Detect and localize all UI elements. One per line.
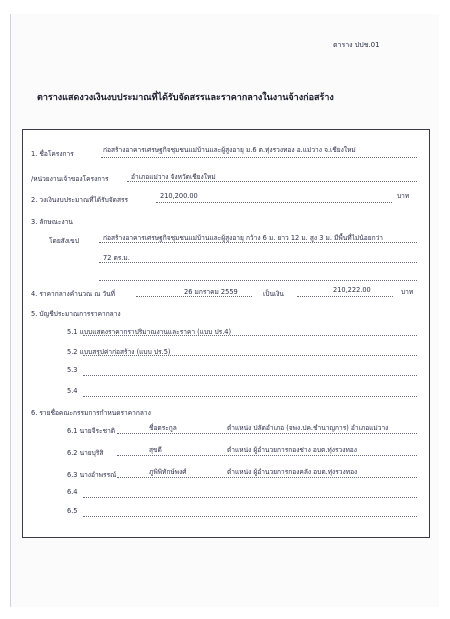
summary-value-2: 72 ตร.ม. bbox=[103, 254, 130, 262]
project-line bbox=[101, 157, 417, 158]
budget-label: 2. วงเงินงบประมาณที่ได้รับจัดสรร bbox=[31, 196, 129, 204]
summary-label: โดยสังเขป bbox=[49, 237, 79, 245]
committee-member-1-surname: ชื่อตระกูล bbox=[149, 424, 177, 432]
committee-member-2-position: ตำแหน่ง ผู้อำนวยการกองช่าง อบต.ทุ่งรวงทอง bbox=[227, 446, 357, 454]
committee-member-1-name: 6.1 นายจีระชาติ bbox=[67, 427, 116, 435]
summary-value-1: ก่อสร้างอาคารเศรษฐกิจชุมชนแม่บ้านและผู้สูงอายุ กว้าง 6 ม. ยาว 12 ม. สูง 3 ม. มีพื้นที่ไม่น้อยกว่า bbox=[103, 234, 383, 242]
agency-value: อำเภอแม่วาง จังหวัดเชียงใหม่ bbox=[131, 173, 216, 181]
boq-label: 5. บัญชีประมาณการราคากลาง bbox=[31, 310, 121, 318]
budget-line bbox=[156, 202, 392, 203]
committee-member-3-surname: ภูพิพิทักษ์พงศ์ bbox=[149, 468, 187, 476]
committee-line-2 bbox=[117, 455, 417, 456]
committee-member-2-name: 6.2 นายบุริสิ bbox=[67, 449, 104, 457]
document-page bbox=[10, 14, 439, 607]
document-title: ตารางแสดงวงเงินงบประมาณที่ได้รับจัดสรรและราคากลางในงานจ้างก่อสร้าง bbox=[37, 93, 334, 103]
committee-member-4-name: 6.4 bbox=[67, 488, 78, 496]
committee-line-3 bbox=[117, 477, 417, 478]
form-box bbox=[22, 129, 430, 538]
budget-unit: บาท bbox=[397, 192, 410, 200]
committee-member-3-position: ตำแหน่ง ผู้อำนวยการกองคลัง อบต.ทุ่งรวงทอง bbox=[227, 468, 358, 476]
committee-line-4 bbox=[83, 497, 417, 498]
boq-item-2: 5.2 แบบสรุปค่าก่อสร้าง (แบบ ปร.5) bbox=[67, 348, 171, 356]
committee-line-5 bbox=[83, 516, 417, 517]
midprice-value-line bbox=[297, 296, 393, 297]
agency-label: /หน่วยงานเจ้าของโครงการ bbox=[31, 175, 109, 183]
summary-line-2 bbox=[99, 262, 417, 263]
committee-member-3-name: 6.3 นางอำพรรณ์ bbox=[67, 471, 117, 479]
boq-item-3: 5.3 bbox=[67, 366, 78, 374]
committee-label: 6. รายชื่อคณะกรรมการกำหนดราคากลาง bbox=[31, 409, 151, 417]
form-code: ตาราง ปปช.01 bbox=[333, 41, 380, 49]
midprice-date: 26 มกราคม 2559 bbox=[184, 288, 238, 296]
midprice-value: 210,222.00 bbox=[333, 286, 371, 294]
midprice-label: 4. ราคากลางคำนวณ ณ วันที่ bbox=[31, 290, 116, 298]
project-value: ก่อสร้างอาคารเศรษฐกิจชุมชนแม่บ้านและผู้สูงอายุ ม.6 ต.ทุ่งรวงทอง อ.แม่วาง จ.เชียงใหม่ bbox=[103, 146, 356, 154]
project-label: 1. ชื่อโครงการ bbox=[31, 150, 74, 158]
boq-line-4 bbox=[83, 396, 417, 397]
committee-member-2-surname: สุขดี bbox=[149, 446, 162, 454]
nature-label: 3. ลักษณะงาน bbox=[31, 218, 73, 226]
committee-member-5-name: 6.5 bbox=[67, 507, 78, 515]
boq-line-3 bbox=[83, 375, 417, 376]
boq-line-1 bbox=[83, 335, 417, 336]
summary-line-3 bbox=[99, 280, 417, 281]
boq-item-4: 5.4 bbox=[67, 387, 78, 395]
midprice-unit: บาท bbox=[401, 288, 414, 296]
boq-line-2 bbox=[83, 355, 417, 356]
midprice-date-line bbox=[136, 296, 252, 297]
agency-line bbox=[127, 181, 417, 182]
midprice-as-label: เป็นเงิน bbox=[263, 290, 284, 298]
committee-member-1-position: ตำแหน่ง ปลัดอำเภอ (จพง.ปค.ชำนาญการ) อำเภอแม่วาง bbox=[227, 424, 389, 432]
boq-item-1: 5.1 แบบแสดงราคากราปริมาณงานและราคา (แบบ ปร.4) bbox=[67, 328, 232, 336]
committee-line-1 bbox=[117, 433, 417, 434]
budget-value: 210,200.00 bbox=[160, 192, 198, 200]
summary-line-1 bbox=[99, 242, 417, 243]
